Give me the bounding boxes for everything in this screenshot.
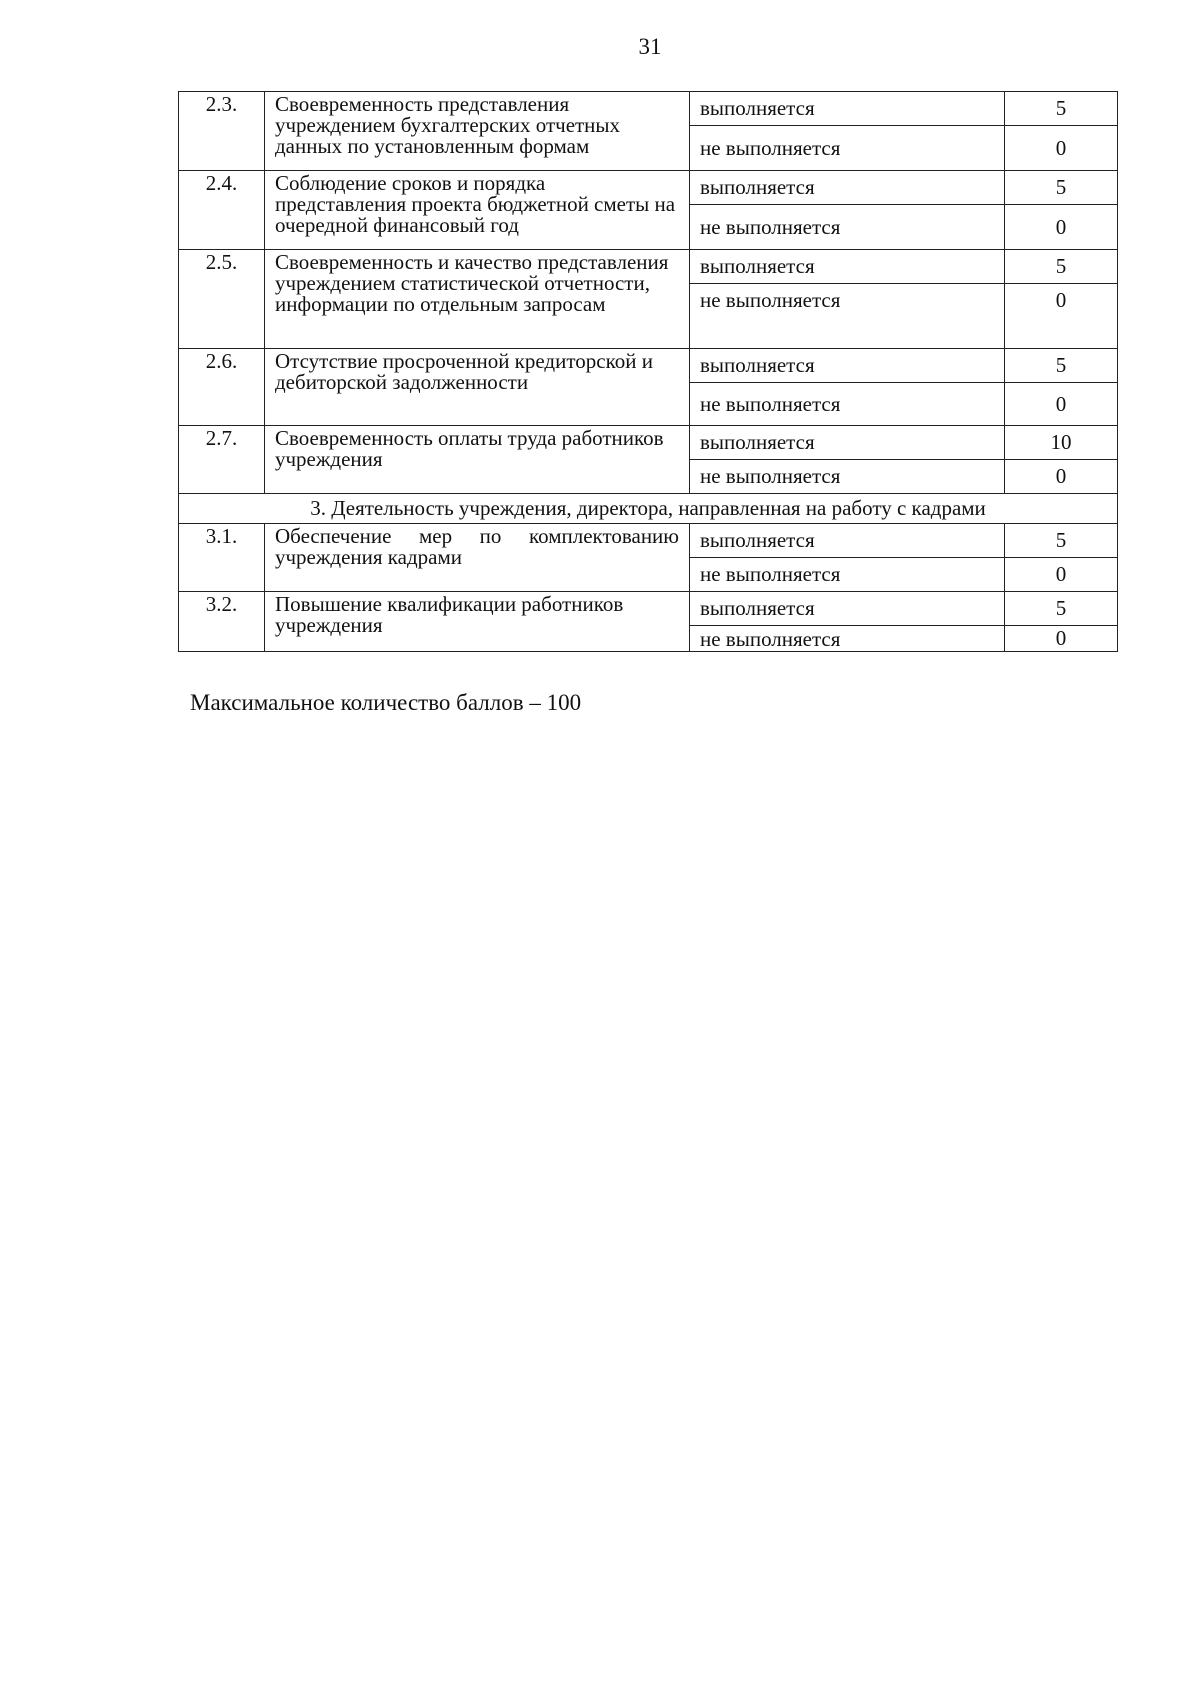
- score-done: 5: [1005, 250, 1118, 284]
- score-done: 5: [1005, 349, 1118, 383]
- criterion-number: 2.3.: [179, 92, 265, 171]
- status-done: выполняется: [690, 92, 1005, 126]
- status-not-done: не выполняется: [690, 626, 1005, 652]
- criterion-text: Соблюдение сроков и порядка представления проекта бюджетной сметы на очередной финансовый год: [265, 171, 690, 250]
- status-not-done: не выполняется: [690, 126, 1005, 171]
- status-done: выполняется: [690, 592, 1005, 626]
- score-not-done: 0: [1005, 460, 1118, 494]
- status-done: выполняется: [690, 349, 1005, 383]
- score-not-done: 0: [1005, 626, 1118, 652]
- status-done: выполняется: [690, 426, 1005, 460]
- score-not-done: 0: [1005, 126, 1118, 171]
- criterion-number: 3.2.: [179, 592, 265, 652]
- criterion-number: 2.6.: [179, 349, 265, 426]
- status-done: выполняется: [690, 250, 1005, 284]
- criterion-number: 2.7.: [179, 426, 265, 494]
- table-row: [179, 524, 1118, 558]
- score-not-done: 0: [1005, 383, 1118, 426]
- max-score-note: Максимальное количество баллов – 100: [190, 690, 582, 715]
- status-not-done: не выполняется: [690, 284, 1005, 349]
- status-not-done: не выполняется: [690, 205, 1005, 250]
- criterion-text: Своевременность оплаты труда работников учреждения: [265, 426, 690, 494]
- score-not-done: 0: [1005, 284, 1118, 349]
- criterion-text: Своевременность представления учреждением бухгалтерских отчетных данных по установленным формам: [265, 92, 690, 171]
- status-done: выполняется: [690, 171, 1005, 205]
- criterion-number: 3.1.: [179, 524, 265, 592]
- table-row: [179, 592, 1118, 626]
- score-done: 5: [1005, 171, 1118, 205]
- table-row: [179, 426, 1118, 460]
- table-row: [179, 349, 1118, 383]
- status-not-done: не выполняется: [690, 383, 1005, 426]
- status-not-done: не выполняется: [690, 558, 1005, 592]
- score-done: 5: [1005, 524, 1118, 558]
- table-row: [179, 250, 1118, 284]
- score-not-done: 0: [1005, 558, 1118, 592]
- section-row: [179, 494, 1118, 524]
- criterion-text: Обеспечение мер по комплектованию учреждения кадрами: [265, 524, 690, 592]
- criterion-text: Своевременность и качество представления учреждением статистической отчетности, информации по отдельным запросам: [265, 250, 690, 349]
- status-done: выполняется: [690, 524, 1005, 558]
- criteria-table: [178, 91, 1118, 652]
- score-not-done: 0: [1005, 205, 1118, 250]
- page-number: 31: [638, 34, 662, 59]
- score-done: 10: [1005, 426, 1118, 460]
- criterion-text: Повышение квалификации работников учреждения: [265, 592, 690, 652]
- criterion-number: 2.4.: [179, 171, 265, 250]
- criterion-text: Отсутствие просроченной кредиторской и дебиторской задолженности: [265, 349, 690, 426]
- criterion-number: 2.5.: [179, 250, 265, 349]
- status-not-done: не выполняется: [690, 460, 1005, 494]
- table-row: [179, 171, 1118, 205]
- table-row: [179, 92, 1118, 126]
- score-done: 5: [1005, 592, 1118, 626]
- score-done: 5: [1005, 92, 1118, 126]
- section-title: 3. Деятельность учреждения, директора, направленная на работу с кадрами: [179, 494, 1118, 524]
